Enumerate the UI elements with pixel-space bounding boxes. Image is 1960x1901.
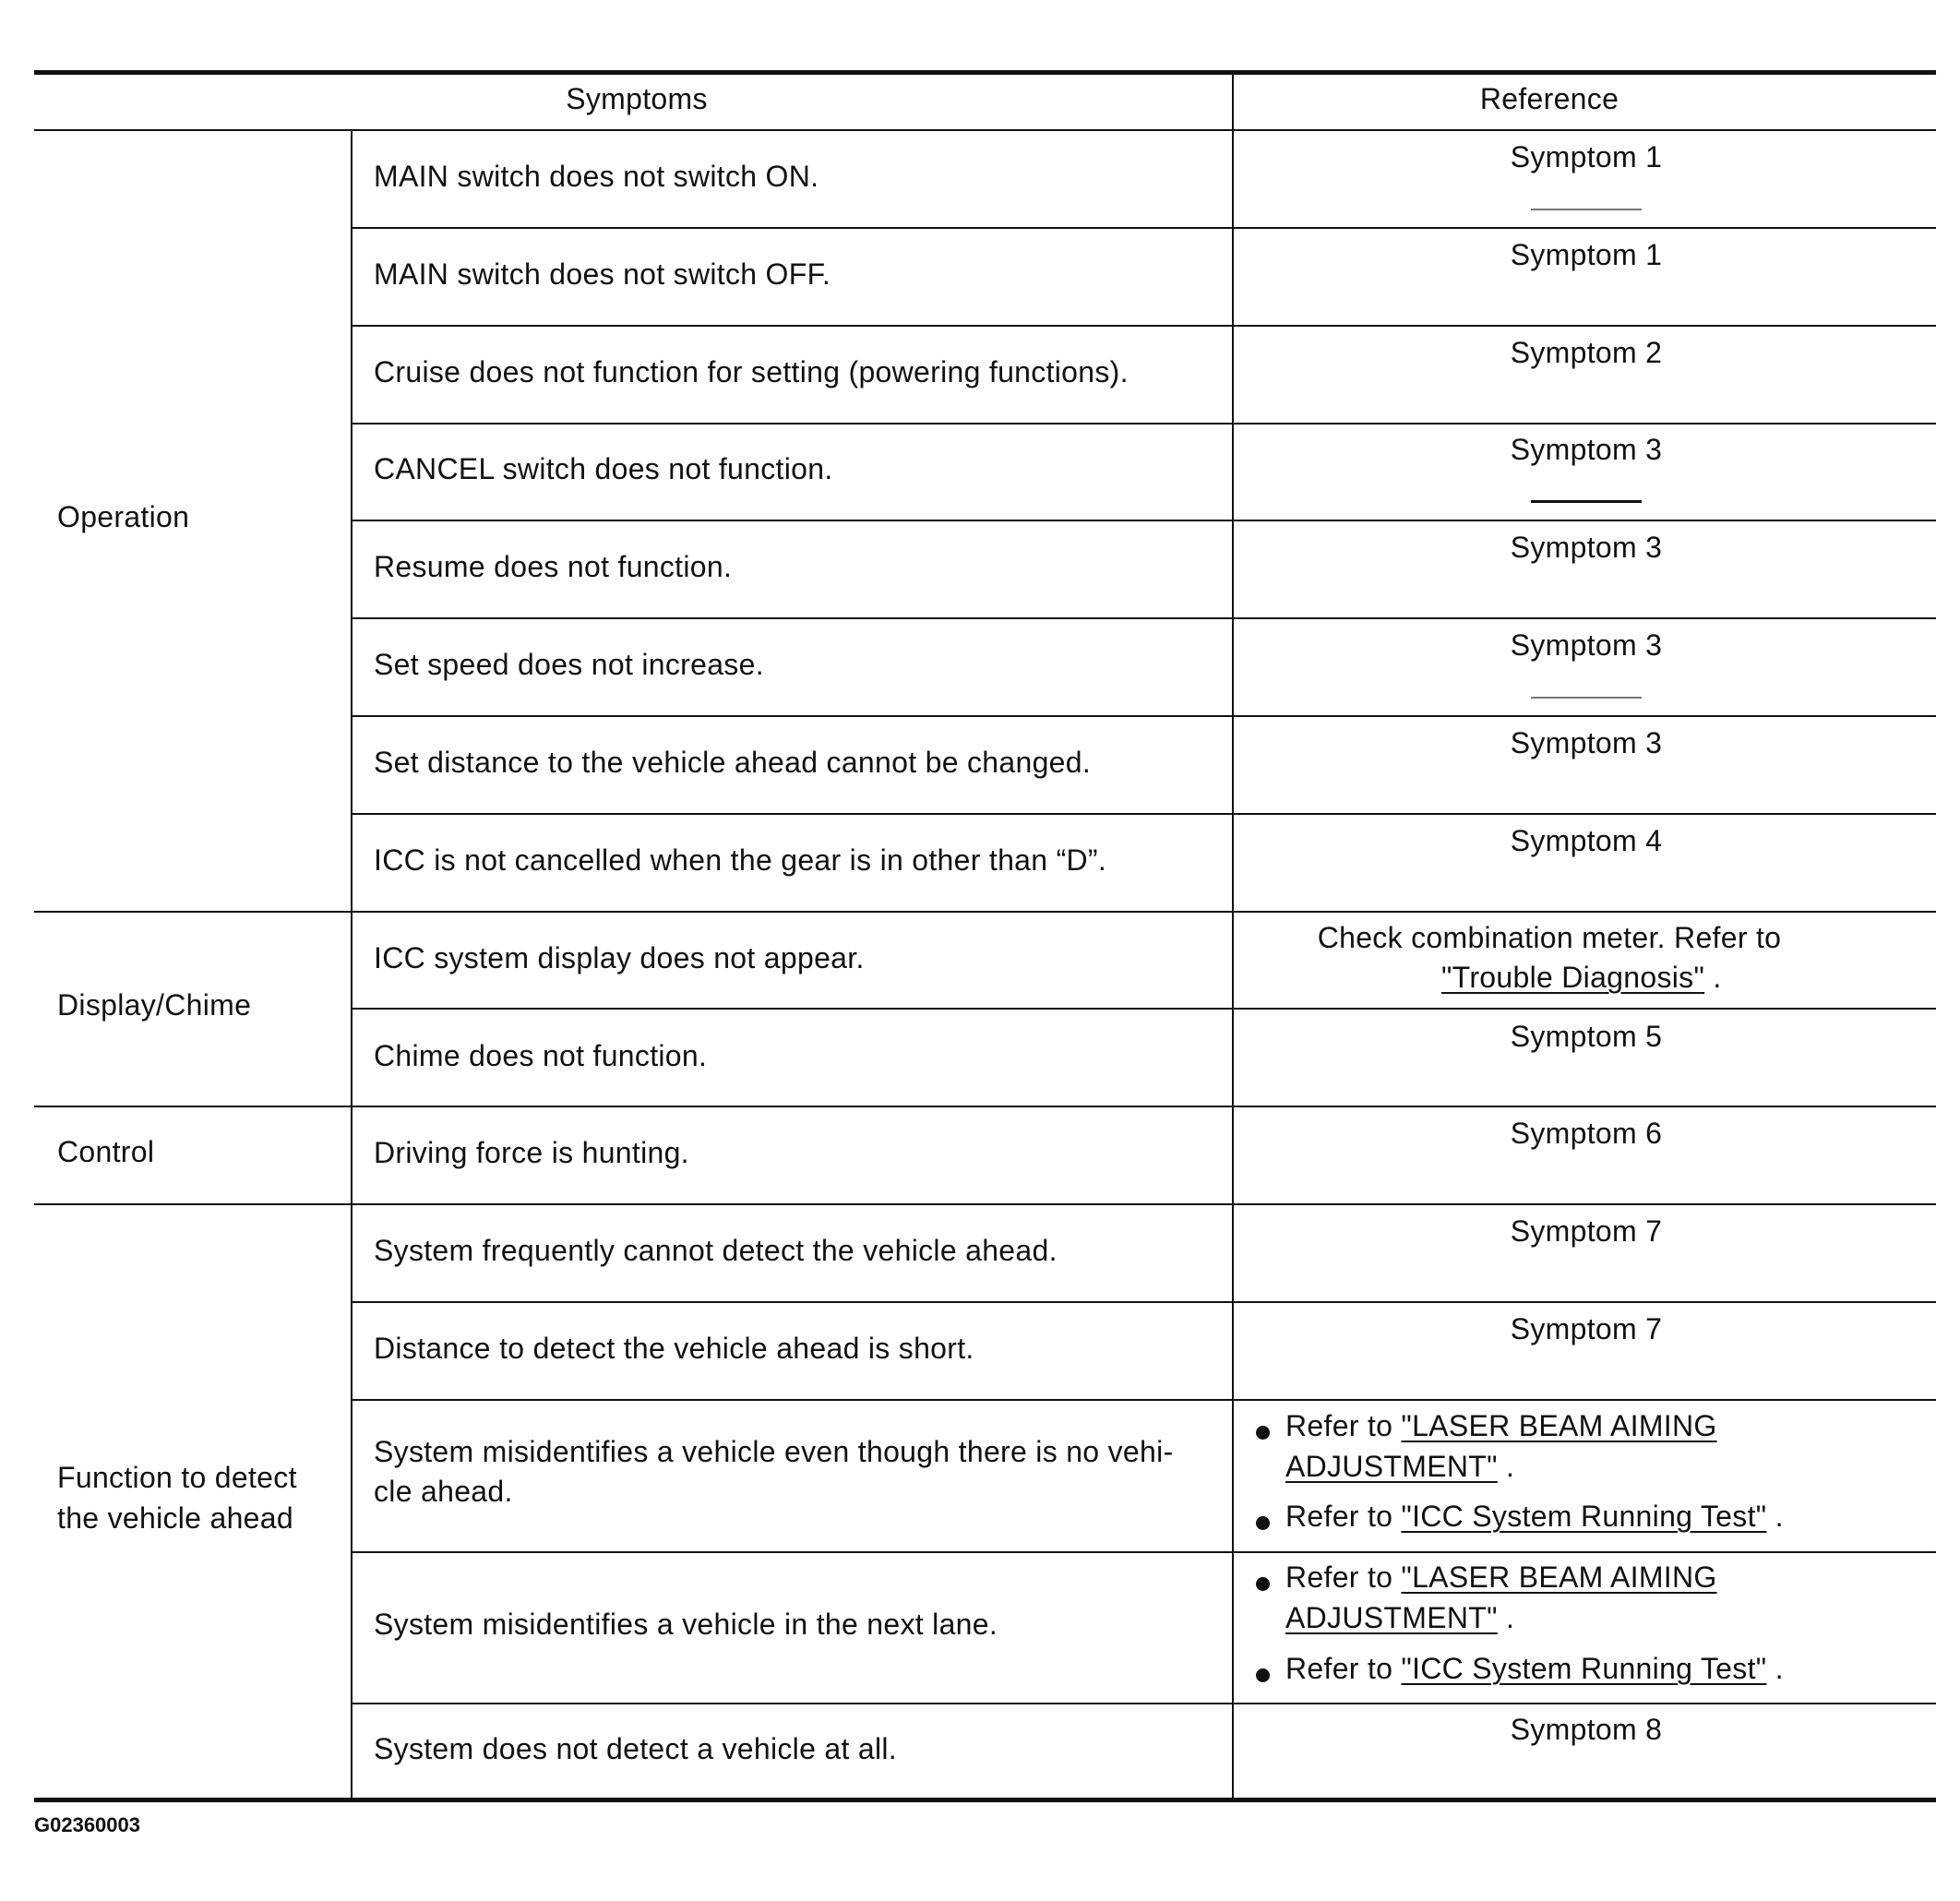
separator-dash bbox=[1531, 697, 1642, 699]
reference-cell: Symptom 5 bbox=[1510, 1020, 1663, 1053]
reference-cell: Symptom 3 bbox=[1510, 433, 1663, 466]
trouble-diagnosis-link[interactable]: "Trouble Diagnosis" bbox=[1441, 961, 1705, 994]
group-label-detect-line1: Function to detect bbox=[57, 1461, 297, 1494]
reference-cell: Symptom 6 bbox=[1510, 1117, 1663, 1150]
laser-beam-aiming-link-cont[interactable]: ADJUSTMENT" bbox=[1285, 1601, 1498, 1634]
symptom-cell: System misidentifies a vehicle in the next lane. bbox=[374, 1608, 998, 1641]
group-column-divider bbox=[351, 130, 353, 1799]
reference-bullet-line bbox=[1285, 1597, 1514, 1638]
reference-cell: Symptom 7 bbox=[1510, 1214, 1663, 1248]
group-divider bbox=[34, 1106, 1936, 1107]
link-suffix: . bbox=[1497, 1601, 1515, 1634]
refer-to-label: Refer to bbox=[1285, 1409, 1402, 1442]
symptom-cell: Driving force is hunting. bbox=[374, 1136, 689, 1169]
link-suffix: . bbox=[1497, 1450, 1515, 1483]
bullet-icon bbox=[1256, 1577, 1270, 1591]
row-divider bbox=[352, 520, 1936, 521]
row-divider bbox=[352, 1399, 1936, 1401]
reference-cell-link-line bbox=[1441, 957, 1722, 998]
link-suffix: . bbox=[1704, 961, 1722, 994]
reference-bullet-line bbox=[1285, 1648, 1784, 1689]
symptom-cell: CANCEL switch does not function. bbox=[374, 452, 833, 485]
bullet-icon bbox=[1256, 1426, 1270, 1440]
header-reference: Reference bbox=[1479, 82, 1619, 115]
row-divider bbox=[352, 227, 1936, 229]
header-symptoms: Symptoms bbox=[566, 82, 708, 115]
group-label-detect-line2: the vehicle ahead bbox=[57, 1501, 293, 1535]
row-divider bbox=[352, 423, 1936, 424]
symptom-cell: Set speed does not increase. bbox=[374, 648, 764, 681]
figure-code: G02360003 bbox=[34, 1813, 140, 1836]
row-divider bbox=[352, 715, 1936, 717]
symptom-cell: Chime does not function. bbox=[374, 1039, 708, 1072]
link-suffix: . bbox=[1766, 1500, 1784, 1533]
symptom-cell: MAIN switch does not switch ON. bbox=[374, 160, 819, 193]
reference-cell: Symptom 8 bbox=[1510, 1713, 1663, 1746]
table-top-border bbox=[34, 70, 1936, 75]
bullet-icon bbox=[1256, 1516, 1270, 1530]
table-bottom-border bbox=[34, 1798, 1936, 1802]
icc-running-test-link[interactable]: "ICC System Running Test" bbox=[1401, 1652, 1767, 1685]
row-divider bbox=[352, 1301, 1936, 1303]
group-divider bbox=[34, 1203, 1936, 1205]
link-suffix: . bbox=[1766, 1652, 1784, 1685]
group-label-operation: Operation bbox=[57, 500, 190, 533]
reference-bullet-line bbox=[1285, 1446, 1514, 1487]
refer-to-label: Refer to bbox=[1285, 1560, 1402, 1594]
reference-cell: Symptom 4 bbox=[1510, 824, 1663, 857]
reference-cell: Symptom 2 bbox=[1510, 336, 1663, 369]
row-divider bbox=[352, 325, 1936, 327]
reference-cell: Symptom 7 bbox=[1510, 1312, 1663, 1345]
reference-cell: Symptom 3 bbox=[1510, 628, 1663, 662]
bullet-icon bbox=[1256, 1668, 1270, 1682]
row-divider bbox=[352, 1551, 1936, 1553]
group-label-display-chime: Display/Chime bbox=[57, 988, 252, 1022]
laser-beam-aiming-link-cont[interactable]: ADJUSTMENT" bbox=[1285, 1450, 1498, 1483]
icc-running-test-link[interactable]: "ICC System Running Test" bbox=[1401, 1500, 1767, 1533]
symptom-cell: System does not detect a vehicle at all. bbox=[374, 1732, 897, 1765]
symptom-cell: cle ahead. bbox=[374, 1475, 513, 1508]
symptom-cell: System frequently cannot detect the vehicle ahead. bbox=[374, 1234, 1058, 1267]
row-divider bbox=[352, 1008, 1936, 1010]
symptom-cell: MAIN switch does not switch OFF. bbox=[374, 257, 831, 291]
reference-cell: Symptom 1 bbox=[1510, 140, 1663, 173]
header-divider bbox=[34, 129, 1936, 131]
row-divider bbox=[352, 813, 1936, 815]
symptom-cell: Resume does not function. bbox=[374, 550, 733, 583]
symptom-cell: System misidentifies a vehicle even though there is no vehi- bbox=[374, 1435, 1174, 1468]
row-divider bbox=[352, 1703, 1936, 1704]
symptom-cell: Cruise does not function for setting (powering functions). bbox=[374, 355, 1129, 389]
symptom-cell: Distance to detect the vehicle ahead is short. bbox=[374, 1332, 974, 1365]
symptom-cell: ICC system display does not appear. bbox=[374, 941, 865, 974]
reference-cell: Symptom 1 bbox=[1510, 238, 1663, 271]
group-label-control: Control bbox=[57, 1135, 155, 1168]
reference-bullet-line bbox=[1285, 1496, 1784, 1536]
reference-cell: Symptom 3 bbox=[1510, 531, 1663, 564]
reference-cell: Check combination meter. Refer to bbox=[1317, 921, 1782, 954]
refer-to-label: Refer to bbox=[1285, 1652, 1402, 1685]
separator-dash bbox=[1531, 209, 1642, 210]
group-divider bbox=[34, 911, 1936, 913]
symptom-cell: ICC is not cancelled when the gear is in other than “D”. bbox=[374, 843, 1107, 877]
laser-beam-aiming-link[interactable]: "LASER BEAM AIMING bbox=[1401, 1560, 1717, 1594]
reference-bullet-line bbox=[1285, 1405, 1717, 1446]
separator-dash bbox=[1531, 500, 1642, 503]
laser-beam-aiming-link[interactable]: "LASER BEAM AIMING bbox=[1401, 1409, 1717, 1442]
reference-bullet-line bbox=[1285, 1557, 1717, 1597]
refer-to-label: Refer to bbox=[1285, 1500, 1402, 1533]
row-divider bbox=[352, 617, 1936, 619]
symptom-cell: Set distance to the vehicle ahead cannot be changed. bbox=[374, 746, 1092, 779]
reference-cell: Symptom 3 bbox=[1510, 726, 1663, 759]
